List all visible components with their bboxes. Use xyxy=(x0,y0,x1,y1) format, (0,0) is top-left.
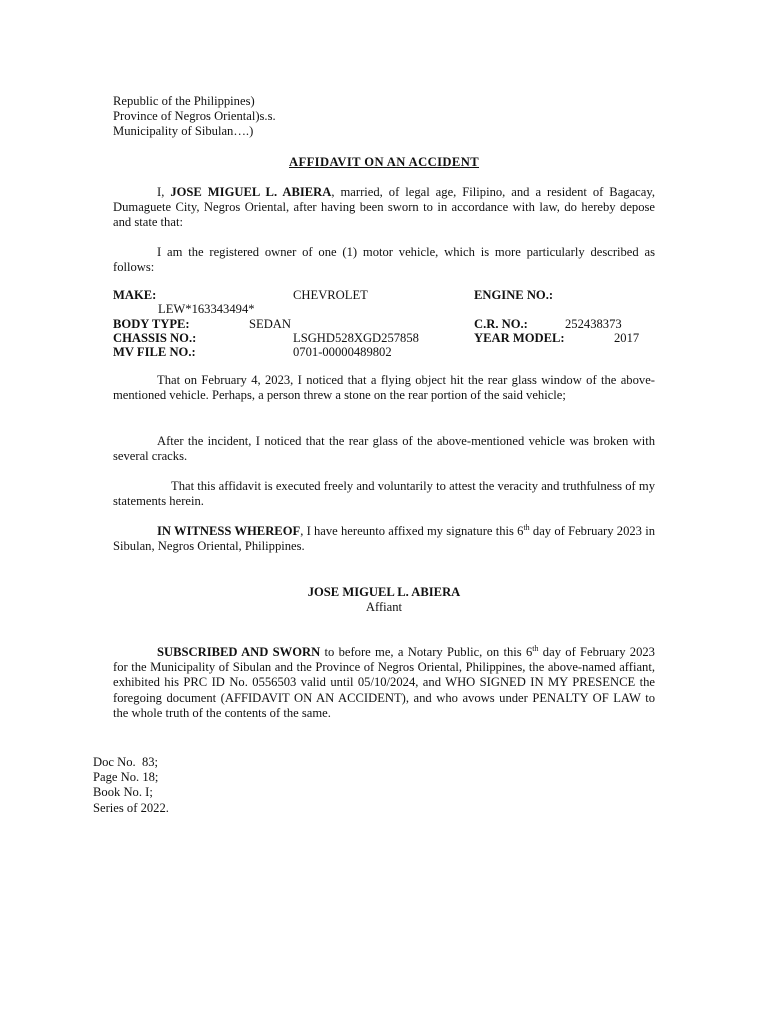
witness-text: , I have hereunto affixed my signature this 6 xyxy=(300,524,524,538)
page-no: Page No. 18; xyxy=(93,770,159,785)
affiant-name: JOSE MIGUEL L. ABIERA xyxy=(307,585,461,599)
year-model-label: YEAR MODEL: xyxy=(474,331,565,345)
witness-bold: IN WITNESS WHEREOF xyxy=(157,524,301,538)
document-title: AFFIDAVIT ON AN ACCIDENT xyxy=(288,155,480,169)
after-incident-paragraph: After the incident, I noticed that the rear glass of the above-mentioned vehicle was broken with several cracks. xyxy=(113,434,655,464)
engine-label: ENGINE NO.: xyxy=(474,288,554,302)
affiant-name-inline: JOSE MIGUEL L. ABIERA xyxy=(170,185,332,199)
vehicle-row-make xyxy=(0,288,768,303)
owner-paragraph: I am the registered owner of one (1) motor vehicle, which is more particularly described as follows: xyxy=(113,245,655,275)
body-type-label: BODY TYPE: xyxy=(113,317,190,331)
jurat-bold: SUBSCRIBED AND SWORN xyxy=(157,645,321,659)
affiant-block xyxy=(113,585,655,615)
intro-prefix: I, xyxy=(157,185,171,199)
doc-no: Doc No. 83; xyxy=(93,755,159,769)
mv-file-label: MV FILE NO.: xyxy=(113,345,196,359)
year-model-value: 2017 xyxy=(614,331,640,345)
vehicle-details xyxy=(0,288,768,363)
jurat-sup: th xyxy=(532,644,539,653)
venue-province: Province of Negros Oriental)s.s. xyxy=(113,109,276,124)
venue-header xyxy=(113,94,413,140)
venue-municipality: Municipality of Sibulan….) xyxy=(113,124,254,139)
vehicle-row-chassis xyxy=(0,331,768,346)
incident-paragraph: That on February 4, 2023, I noticed that a flying object hit the rear glass window of the above-mentioned vehicle. Perhaps, a person threw a stone on the rear portion of the said vehicle; xyxy=(113,373,655,403)
notarial-register xyxy=(93,755,293,816)
chassis-value: LSGHD528XGD257858 xyxy=(293,331,419,345)
witness-text-2: day of February 2023 in Sibulan, Negros Oriental, Philippines. xyxy=(113,524,655,554)
voluntary-paragraph: That this affidavit is executed freely and voluntarily to attest the veracity and truthfulness of my statements herein. xyxy=(113,479,655,509)
vehicle-row-mv xyxy=(0,345,768,360)
make-value: CHEVROLET xyxy=(293,288,368,302)
mv-file-value: 0701-00000489802 xyxy=(293,345,392,359)
witness-sup: th xyxy=(523,523,530,532)
jurat-paragraph xyxy=(113,645,655,721)
make-label: MAKE: xyxy=(113,288,157,302)
body-type-value: SEDAN xyxy=(249,317,291,331)
chassis-label: CHASSIS NO.: xyxy=(113,331,197,345)
jurat-text: to before me, a Notary Public, on this 6 xyxy=(320,645,533,659)
series: Series of 2022. xyxy=(93,800,169,815)
affiant-role: Affiant xyxy=(365,600,403,615)
cr-no-value: 252438373 xyxy=(565,317,622,331)
book-no: Book No. I; xyxy=(93,785,153,800)
intro-paragraph xyxy=(113,185,655,231)
intro-text: , married, of legal age, Filipino, and a resident of Bagacay, Dumaguete City, Negros Oriental, after having been sworn to in accordance with law, do hereby depose and state that: xyxy=(113,185,655,230)
jurat-text-2: day of February 2023 for the Municipality of Sibulan and the Province of Negros Oriental, Philippines, the above-named affiant, exhibited his PRC ID No. 0556503 valid until 05/10/2024, and WHO SIGNED IN MY PRESENCE the foregoing document (AFFIDAVIT ON AN ACCIDENT), and who avows under PENALTY OF LAW to the whole truth of the contents of the same. xyxy=(113,645,655,720)
witness-paragraph xyxy=(113,524,655,554)
engine-value: LEW*163343494* xyxy=(158,302,255,316)
venue-republic: Republic of the Philippines) xyxy=(113,94,255,108)
cr-no-label: C.R. NO.: xyxy=(474,317,528,331)
vehicle-row-body xyxy=(0,317,768,332)
vehicle-row-engine-value xyxy=(0,302,768,317)
